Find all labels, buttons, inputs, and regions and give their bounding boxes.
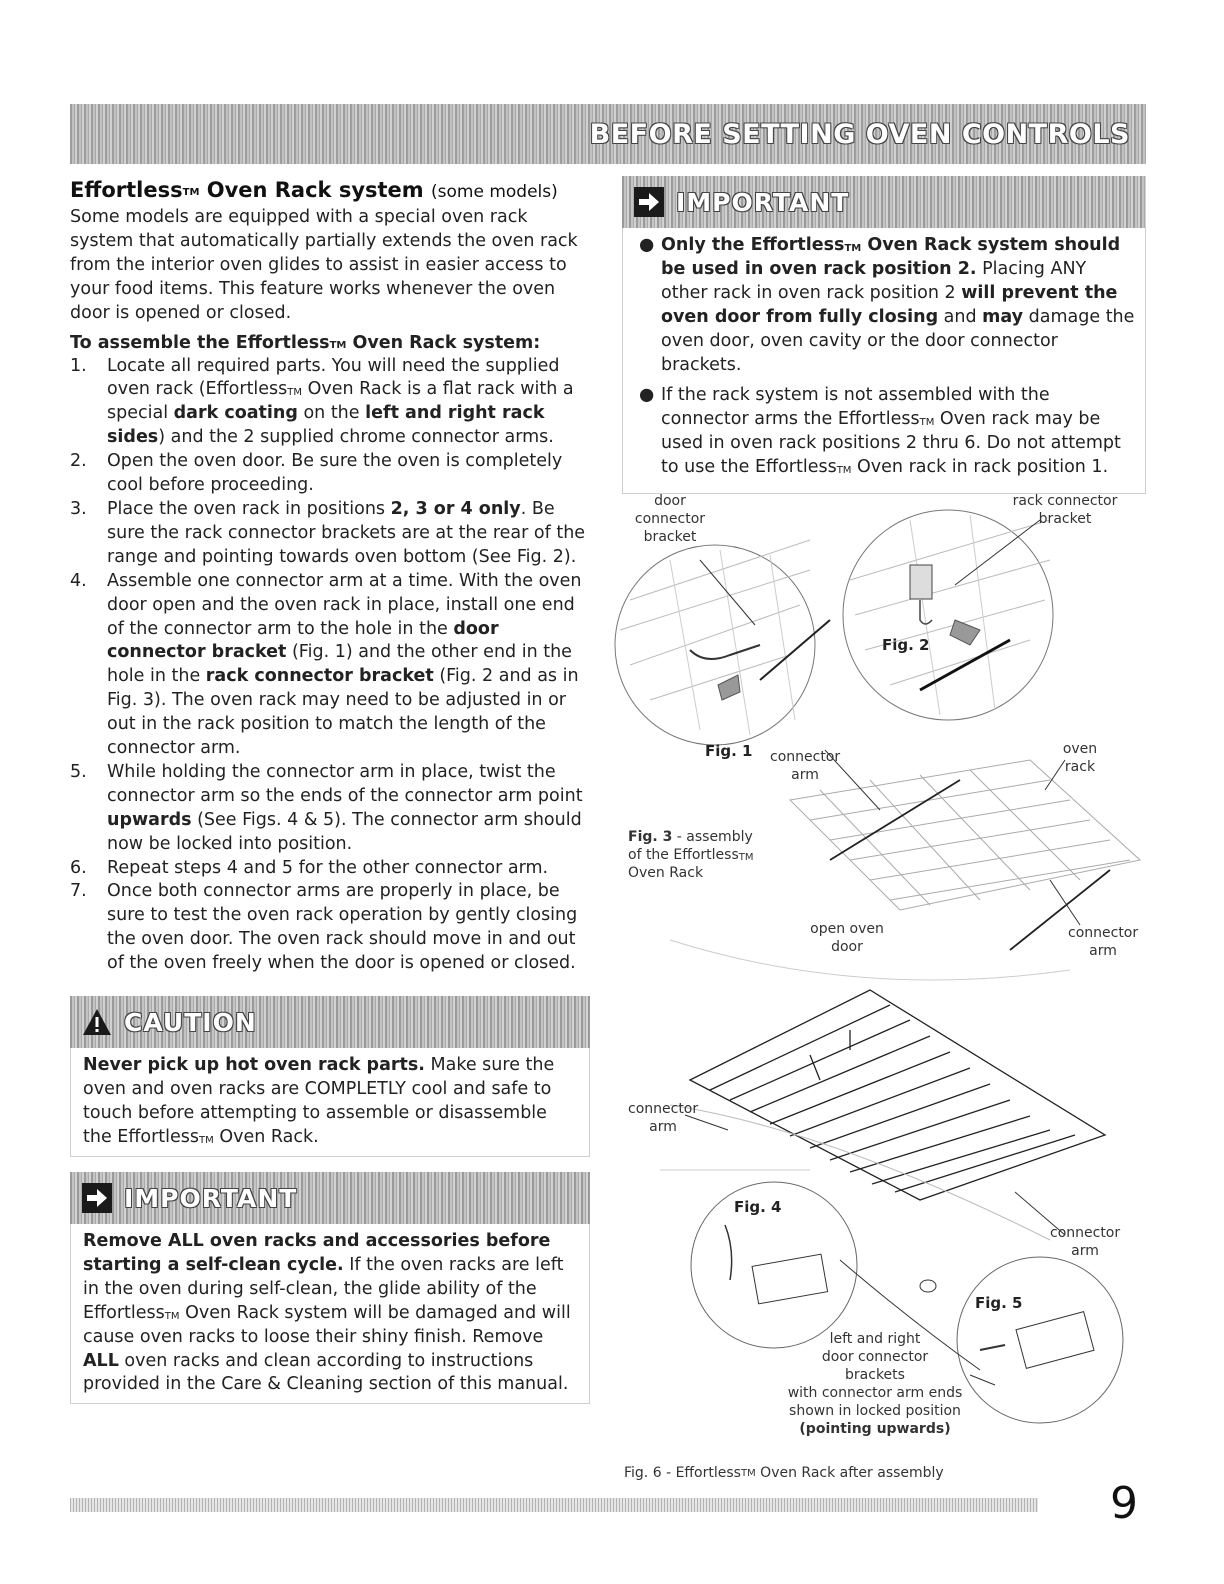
section-banner [70, 104, 1146, 164]
important-rack-position-box [622, 176, 1146, 494]
fig3-caption: Fig. 3 - assembly of the Effortless™ Oven Rack [628, 829, 754, 881]
assembly-illustrations [610, 480, 1150, 1480]
banner-title: BEFORE SETTING OVEN CONTROLS [589, 118, 1130, 150]
arrow-right-icon [634, 187, 664, 217]
connector-arm-label-3: connector arm [628, 1101, 699, 1135]
step-3: 3. Place the oven rack in positions 2, 3 or 4 only. Be sure the rack connector brackets are at the rear of the range and pointing towards oven bottom (See Fig. 2). [70, 498, 586, 567]
fig6-rack-drawing [690, 990, 1105, 1200]
fig5-label: Fig. 5 [975, 1294, 1023, 1312]
caution-box [70, 996, 590, 1157]
page-number: 9 [1110, 1478, 1138, 1529]
step-1: 1. Locate all required parts. You will need the supplied oven rack (Effortless™ Oven Rack is a flat rack with a special dark coating on the left and right rack sides) and the 2 supplied chrome connector arms. [70, 355, 574, 448]
rack-connector-bracket-label: rack connector bracket [1012, 493, 1118, 527]
open-oven-door-label: open oven door [810, 921, 884, 955]
assembly-subheading: To assemble the Effortless™ Oven Rack system: [70, 332, 541, 353]
connector-arm-label-2: connector arm [1068, 925, 1139, 959]
connector-arm-label-1: connector arm [770, 749, 841, 783]
important-bottom-header [70, 1172, 590, 1224]
intro-paragraph: Some models are equipped with a special oven rack system that automatically partially extends the oven rack from the interior oven glides to assist in easier access to your food items. This feature works whenever the oven door is opened or closed. [70, 207, 578, 323]
caution-body: Never pick up hot oven rack parts. Make sure the oven and oven racks are COMPLETLY cool and safe to touch before attempting to assemble or disassemble the Effortless™ Oven Rack. [70, 1048, 590, 1157]
important-top-header [622, 176, 1146, 228]
assembly-steps [70, 355, 596, 977]
connector-arm-label-4: connector arm [1050, 1225, 1121, 1259]
fig1-detail-circle [615, 545, 815, 745]
step-4: 4. Assemble one connector arm at a time. With the oven door open and the oven rack in place, install one end of the connector arm to the hole in the door connector bracket (Fig. 1) and the other end in the hole in the rack connector bracket (Fig. 2 and as in Fig. 3). The oven rack may need to be adjusted in or out in the rack position to match the length of the connector arm. [70, 570, 582, 759]
arrow-right-icon [82, 1183, 112, 1213]
left-column [70, 176, 596, 976]
oven-rack-label: oven rack [1062, 741, 1098, 775]
door-connector-bracket-label: door connector bracket [634, 493, 706, 545]
section-title: Effortless™ Oven Rack system (some models) [70, 178, 558, 202]
step-6: 6. Repeat steps 4 and 5 for the other connector arm. [70, 857, 549, 878]
caution-header [70, 996, 590, 1048]
important-item-2: ● If the rack system is not assembled with the connector arms the Effortless™ Oven rack may be used in oven rack positions 2 thru 6. Do not attempt to use the Effortless™ Oven rack in rack position 1. [639, 385, 1121, 478]
step-5: 5. While holding the connector arm in place, twist the connector arm so the ends of the connector arm point upwards (See Figs. 4 & 5). The connector arm should now be locked into position. [70, 761, 583, 854]
important-top-body [622, 228, 1146, 494]
important-bottom-title: IMPORTANT [124, 1183, 298, 1213]
important-self-clean-box [70, 1172, 590, 1404]
section-title-sub: (some models) [431, 182, 558, 202]
footer-bar [70, 1498, 1038, 1512]
fig4-label: Fig. 4 [734, 1198, 782, 1216]
important-top-title: IMPORTANT [676, 187, 850, 217]
fig6-caption: Fig. 6 - Effortless™ Oven Rack after assembly [624, 1465, 944, 1481]
fig2-detail-circle [843, 510, 1053, 720]
step-2: 2. Open the oven door. Be sure the oven is completely cool before proceeding. [70, 451, 563, 496]
door-connector-brackets-note: left and right door connector brackets with connector arm ends shown in locked position (pointing upwards) [787, 1331, 963, 1437]
fig2-label: Fig. 2 [882, 636, 930, 654]
caution-title: CAUTION [124, 1007, 257, 1037]
important-bottom-body: Remove ALL oven racks and accessories before starting a self-clean cycle. If the oven racks are left in the oven during self-clean, the glide ability of the Effortless™ Oven Rack system will be damaged and will cause oven racks to loose their shiny finish. Remove ALL oven racks and clean according to instructions provided in the Care & Cleaning section of this manual. [70, 1224, 590, 1404]
fig1-label: Fig. 1 [705, 742, 753, 760]
warning-icon [82, 1008, 112, 1036]
step-7: 7. Once both connector arms are properly in place, be sure to test the oven rack operation by gently closing the oven door. The oven rack should move in and out of the oven freely when the door is opened or closed. [70, 881, 578, 974]
important-item-1: ● Only the Effortless™ Oven Rack system should be used in oven rack position 2. Placing ANY other rack in oven rack position 2 will prevent the oven door from fully closing and may damage the oven door, oven cavity or the door connector brackets. [639, 235, 1135, 375]
